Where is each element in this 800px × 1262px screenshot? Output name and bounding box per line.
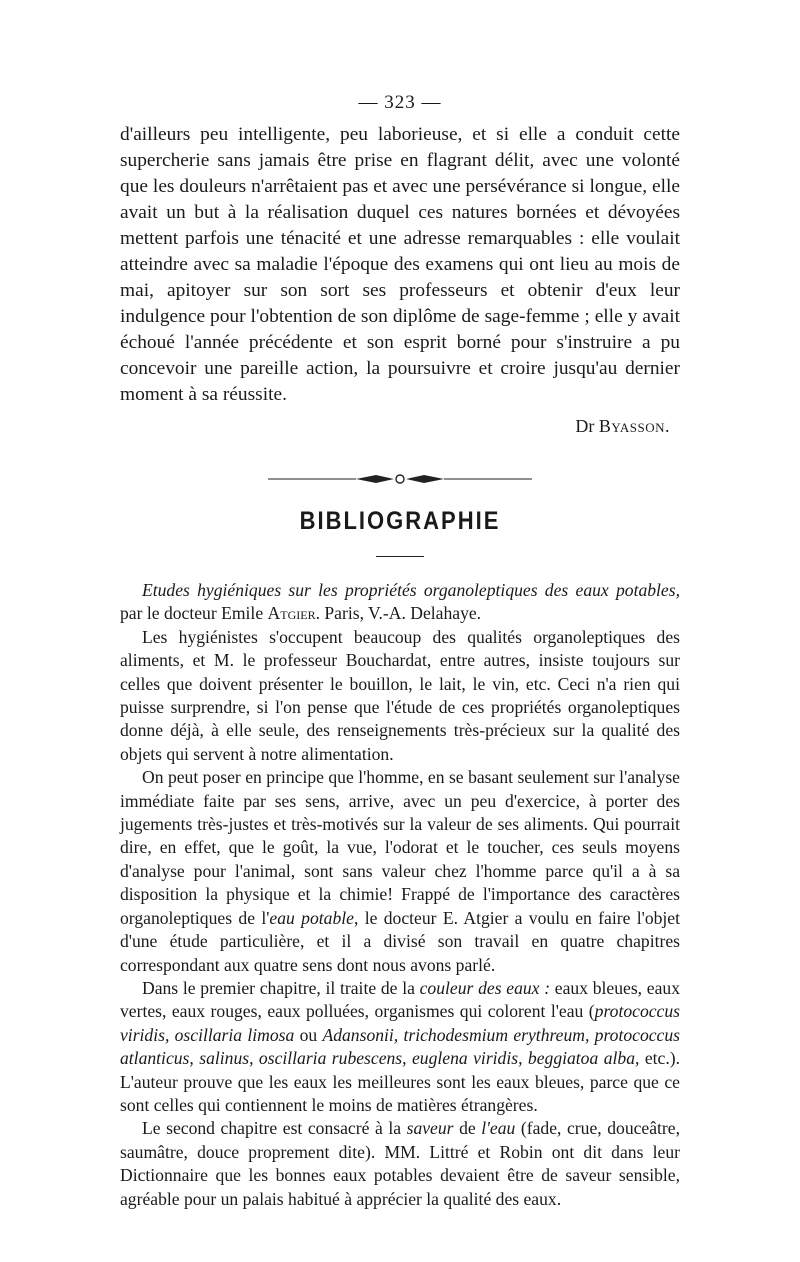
review-p3-text-c: ou <box>294 1024 323 1045</box>
review-author: Atgier <box>267 603 316 624</box>
review-p4-italic-2: l'eau <box>481 1118 516 1139</box>
review-p4-text-c: (fade, crue, douceâtre, saumâtre, douce proprement dite). MM. Littré et Robin ont dit dans leur Dictionnaire que les bonnes eaux potables devaient être de saveur sensible, agréable pour un palais habitué à apprécier la qualité des eaux. <box>120 1118 680 1209</box>
review-p3-text-b: eaux bleues, eaux vertes, eaux rouges, eaux polluées, organismes qui colorent l'eau ( <box>120 977 680 1022</box>
review-p4-italic-1: saveur <box>406 1118 454 1139</box>
review-p4-text-a: Le second chapitre est consacré à la <box>142 1118 407 1139</box>
review-p2-text-a: On peut poser en principe que l'homme, en se basant seulement sur l'analyse immédiate faite par ses sens, arrive, avec un peu d'exercice, à porter des jugements très-justes et très-motivés sur la valeur de ses aliments. Qui pourrait dire, en effet, que le goût, la vue, l'odorat et le toucher, ces seuls moyens d'analyse pour l'animal, sont sans valeur chez l'homme parce qu'il a à sa disposition la physique et la chimie! Frappé de l'importance des caractères organoleptiques de l' <box>120 767 680 928</box>
review-p2-text-b: , le docteur E. Atgier a voulu en faire l'objet d'une étude particulière, et il a divisé son travail en quatre chapitres correspondant aux quatre sens dont nous avons parlé. <box>120 907 680 975</box>
review-p2-italic: eau potable <box>269 907 354 928</box>
review-book-title: Etudes hygiéniques sur les propriétés organoleptiques des eaux potables, <box>142 580 680 600</box>
review-p3-italic-1: couleur des eaux : <box>419 977 551 998</box>
signature-title: Dr <box>575 416 595 436</box>
review-paragraph-1: Les hygiénistes s'occupent beaucoup des qualités organoleptiques des aliments, et M. le professeur Bouchardat, entre autres, insiste toujours sur celles que doivent présenter le bouillon, le lait, le vin, etc. Ceci n'a rien qui puisse surprendre, si l'on pense que l'étude de ces propriétés organoleptiques donne déjà, à elle seule, des renseignements très-précieux sur la qualité des objets qui servent à notre alimentation. <box>120 626 680 764</box>
section-heading: BIBLIOGRAPHIE <box>299 506 501 535</box>
review-paragraph-3 <box>120 977 680 1117</box>
book-page <box>120 92 680 1211</box>
signature-name: Byasson. <box>598 416 670 436</box>
decorative-rule-ornament <box>268 472 532 486</box>
review-p3-italic-3: Adansonii, trichodesmium erythreum, protococcus atlanticus, salinus, oscillaria rubescens, euglena viridis, beggiatoa alba, <box>120 1024 681 1069</box>
author-signature <box>120 414 670 438</box>
review-citation <box>120 579 680 626</box>
review-paragraph-4 <box>120 1117 680 1211</box>
review-p4-text-b: de <box>453 1118 482 1139</box>
continued-paragraph: d'ailleurs peu intelligente, peu laborieuse, et si elle a conduit cette supercherie sans jamais être prise en flagrant délit, avec une volonté que les douleurs n'arrêtaient pas et avec une persévérance si longue, elle avait un but à la réalisation duquel ces natures bornées et dévoyées mettent parfois une ténacité et une adresse remarquables : elle voulait atteindre avec sa maladie l'époque des examens qui ont lieu au mois de mai, apitoyer sur son sort ses professeurs et obtenir d'eux leur indulgence pour l'obtention de son diplôme de sage-femme ; elle y avait échoué l'année précédente et son esprit borné pour s'instruire a pu concevoir une pareille action, la poursuivre et croire jusqu'au dernier moment à sa réussite. <box>120 124 680 405</box>
review-byline-suffix: . Paris, V.-A. Delahaye. <box>315 603 482 624</box>
section-divider <box>376 556 424 557</box>
review-paragraph-2 <box>120 766 680 977</box>
page-number: — 323 — <box>358 92 442 113</box>
review-p3-text-d: etc.). L'auteur prouve que les eaux les meilleures sont les eaux bleues, parce que ce sont celles qui contiennent le moins de matières étrangères. <box>120 1048 680 1115</box>
review-p3-text-a: Dans le premier chapitre, il traite de la <box>142 977 420 998</box>
review-byline-prefix: par le docteur Emile <box>120 603 264 624</box>
review-p3-italic-2: protococcus viridis, oscillaria limosa <box>120 1001 680 1045</box>
